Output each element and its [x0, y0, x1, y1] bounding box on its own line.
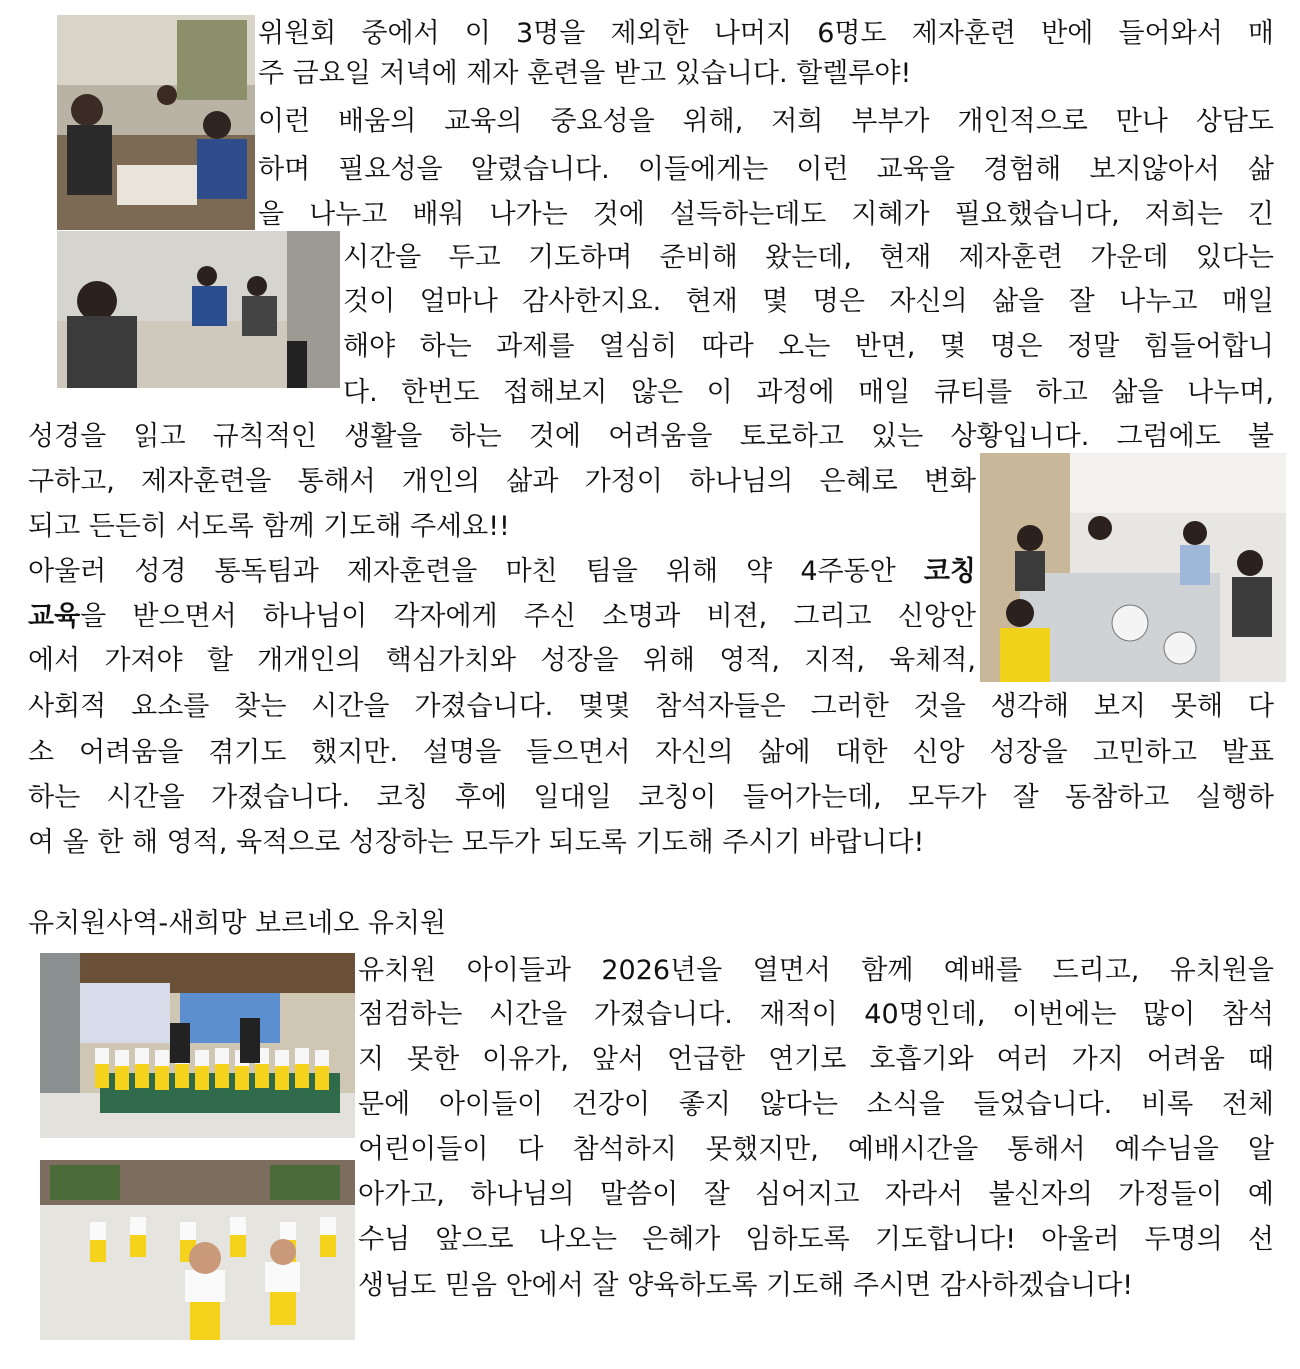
paragraph-line: 여 올 한 해 영적, 육적으로 성장하는 모두가 되도록 기도해 주시기 바랍니다!	[28, 827, 925, 858]
photo-kindergarten-dance	[40, 1160, 355, 1340]
education-emphasis: 교육	[28, 601, 81, 632]
paragraph-line: 수님 앞으로 나오는 은혜가 임하도록 기도합니다! 아울러 두명의 선	[358, 1224, 1274, 1255]
paragraph-line: 문에 아이들이 건강이 좋지 않다는 소식을 들었습니다. 비록 전체	[358, 1089, 1274, 1120]
paragraph-line: 하는 시간을 가졌습니다. 코칭 후에 일대일 코칭이 들어가는데, 모두가 잘 동참하고 실행하	[28, 782, 1274, 813]
paragraph-line: 생님도 믿음 안에서 잘 양육하도록 기도해 주시면 감사하겠습니다!	[358, 1270, 1134, 1301]
section-heading: 유치원사역-새희망 보르네오 유치원	[28, 908, 447, 939]
photo-coaching-session	[980, 453, 1286, 682]
paragraph-line: 소 어려움을 겪기도 했지만. 설명을 들으면서 자신의 삶에 대한 신앙 성장을 고민하고 발표	[28, 737, 1274, 768]
coaching-emphasis: 코칭	[923, 556, 976, 587]
paragraph-line: 시간을 두고 기도하며 준비해 왔는데, 현재 제자훈련 가운데 있다는	[343, 242, 1274, 273]
paragraph-line: 유치원 아이들과 2026년을 열면서 함께 예배를 드리고, 유치원을	[358, 955, 1274, 986]
paragraph-line: 다. 한번도 접해보지 않은 이 과정에 매일 큐티를 하고 삶을 나누며,	[343, 377, 1274, 408]
paragraph-line: 구하고, 제자훈련을 통해서 개인의 삶과 가정이 하나님의 은혜로 변화	[28, 466, 976, 497]
paragraph-line: 성경을 읽고 규칙적인 생활을 하는 것에 어려움을 토로하고 있는 상황입니다. 그럼에도 불	[28, 421, 1274, 452]
paragraph-line: 지 못한 이유가, 앞서 언급한 연기로 호흡기와 여러 가지 어려움 때	[358, 1044, 1274, 1075]
paragraph-line: 하며 필요성을 알렸습니다. 이들에게는 이런 교육을 경험해 보지않아서 삶	[258, 154, 1274, 185]
paragraph-line	[28, 599, 976, 635]
paragraph-line: 에서 가져야 할 개개인의 핵심가치와 성장을 위해 영적, 지적, 육체적,	[28, 645, 976, 676]
paragraph-line: 주 금요일 저녁에 제자 훈련을 받고 있습니다. 할렐루야!	[258, 58, 912, 89]
paragraph-line: 아가고, 하나님의 말씀이 잘 심어지고 자라서 불신자의 가정들이 예	[358, 1179, 1274, 1210]
photo-discipleship-meeting-2	[57, 231, 340, 388]
photo-kindergarten-worship	[40, 953, 355, 1138]
paragraph-line: 이런 배움의 교육의 중요성을 위해, 저희 부부가 개인적으로 만나 상담도	[258, 106, 1274, 137]
coaching-text: 을 받으면서 하나님이 각자에게 주신 소명과 비젼, 그리고 신앙안	[80, 601, 976, 632]
paragraph-line: 어린이들이 다 참석하지 못했지만, 예배시간을 통해서 예수님을 알	[358, 1134, 1274, 1165]
photo-discipleship-meeting-1	[57, 15, 255, 230]
paragraph-line	[28, 554, 976, 590]
paragraph-line: 위원회 중에서 이 3명을 제외한 나머지 6명도 제자훈련 반에 들어와서 매	[258, 18, 1274, 49]
paragraph-line: 해야 하는 과제를 열심히 따라 오는 반면, 몇 명은 정말 힘들어합니	[343, 331, 1274, 362]
coaching-intro-text: 아울러 성경 통독팀과 제자훈련을 마친 팀을 위해 약 4주동안	[28, 556, 924, 587]
paragraph-line: 을 나누고 배워 나가는 것에 설득하는데도 지혜가 필요했습니다, 저희는 긴	[258, 199, 1274, 230]
paragraph-line: 점검하는 시간을 가졌습니다. 재적이 40명인데, 이번에는 많이 참석	[358, 999, 1274, 1030]
paragraph-line: 되고 든든히 서도록 함께 기도해 주세요!!	[28, 511, 510, 542]
paragraph-line: 것이 얼마나 감사한지요. 현재 몇 명은 자신의 삶을 잘 나누고 매일	[343, 286, 1274, 317]
paragraph-line: 사회적 요소를 찾는 시간을 가졌습니다. 몇몇 참석자들은 그러한 것을 생각해 보지 못해 다	[28, 691, 1274, 722]
